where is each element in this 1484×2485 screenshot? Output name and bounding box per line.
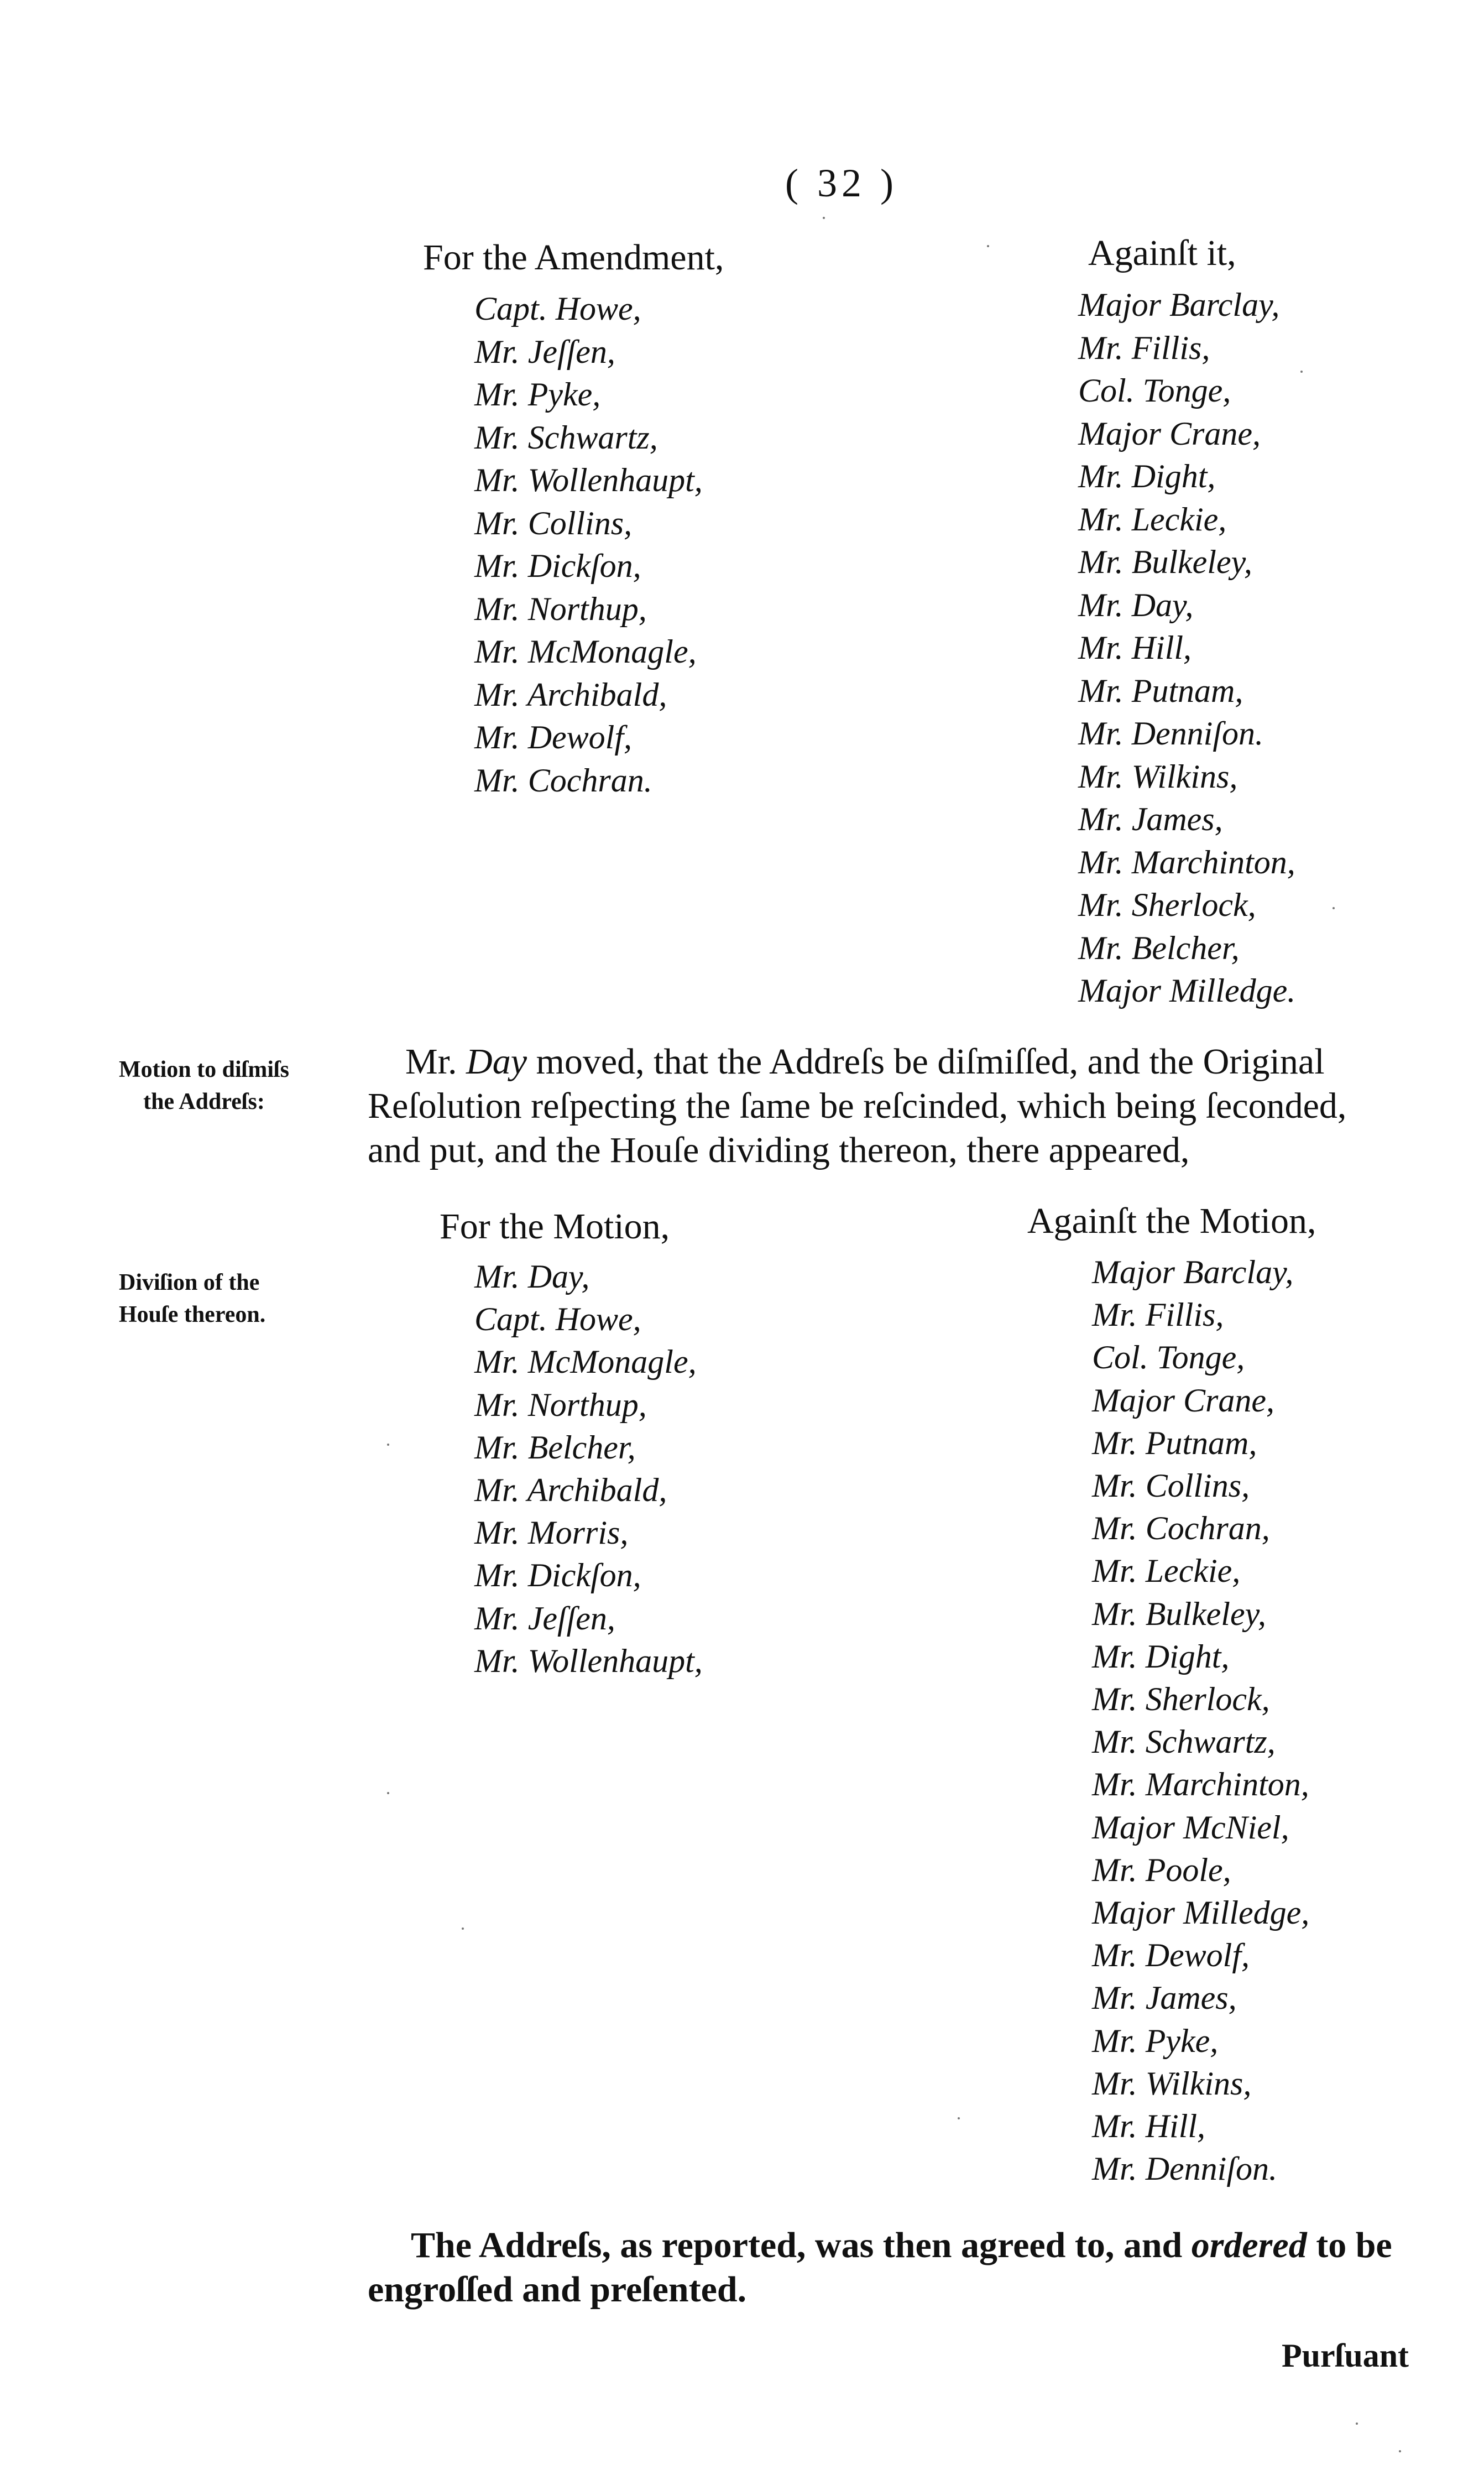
- member-entry: [1092, 1934, 1309, 1977]
- motion-text: moved, that the Addreſs be diſmiſſed, and the Original: [527, 1041, 1325, 1082]
- member-entry: [1078, 670, 1295, 713]
- member-name: Wollenhaupt,: [527, 462, 703, 498]
- member-title: Mr.: [1092, 1681, 1146, 1718]
- member-entry: [1092, 1763, 1309, 1806]
- member-name: Bulkeley,: [1145, 1595, 1266, 1632]
- member-title: Major: [1078, 415, 1169, 452]
- member-name: Hill,: [1131, 629, 1192, 666]
- member-entry: [1078, 369, 1295, 413]
- member-entry: [474, 1341, 703, 1383]
- member-name: Sherlock,: [1145, 1681, 1270, 1718]
- member-title: Mr.: [474, 719, 528, 756]
- member-name: James,: [1145, 1979, 1237, 2017]
- member-entry: [1092, 1294, 1309, 1336]
- member-entry: [1092, 1678, 1309, 1721]
- member-entry: [474, 502, 703, 545]
- member-name: Denniſon.: [1131, 715, 1263, 752]
- member-title: Major: [1092, 1382, 1183, 1419]
- member-entry: [474, 1426, 703, 1469]
- member-title: Mr.: [1078, 629, 1132, 666]
- member-name: James,: [1131, 801, 1223, 837]
- member-name: Dight,: [1131, 458, 1216, 494]
- member-entry: [1092, 1892, 1309, 1934]
- member-title: Mr.: [1092, 1937, 1146, 1974]
- member-title: Mr.: [474, 376, 528, 413]
- mover-name: Day: [466, 1041, 527, 1082]
- member-name: Howe,: [555, 290, 641, 327]
- member-name: Northup,: [527, 590, 647, 627]
- member-title: Mr.: [474, 1557, 528, 1594]
- member-title: Mr.: [474, 462, 528, 498]
- member-title: Mr.: [474, 333, 528, 370]
- member-title: Mr.: [474, 419, 528, 456]
- member-entry: [474, 759, 703, 803]
- against-motion-list: [1092, 1251, 1309, 2190]
- final-text: to be: [1307, 2225, 1392, 2265]
- member-name: Dewolf,: [1145, 1937, 1250, 1974]
- member-entry: [1078, 927, 1295, 970]
- member-name: Dickſon,: [527, 1557, 641, 1594]
- member-entry: [474, 1554, 703, 1597]
- member-title: Mr.: [1078, 758, 1132, 795]
- member-title: Mr.: [1092, 1553, 1146, 1590]
- member-entry: [474, 716, 703, 759]
- member-entry: [1078, 970, 1295, 1013]
- member-title: Mr.: [474, 590, 528, 627]
- member-entry: [1078, 413, 1295, 456]
- member-title: Mr.: [1078, 544, 1132, 580]
- member-name: Jeſſen,: [527, 333, 615, 370]
- member-title: Mr.: [1092, 1424, 1146, 1461]
- member-entry: [1092, 2105, 1309, 2148]
- member-entry: [1092, 1721, 1309, 1763]
- member-entry: [1092, 1251, 1309, 1294]
- member-name: Archibald,: [527, 676, 667, 713]
- member-entry: [474, 1298, 703, 1341]
- member-title: Mr.: [474, 1429, 528, 1466]
- member-title: Mr.: [1092, 1595, 1146, 1632]
- motion-line-2: Reſolution reſpecting the ſame be reſcinded, which being ſeconded,: [368, 1086, 1347, 1126]
- member-title: Capt.: [474, 1301, 556, 1338]
- member-name: Fillis,: [1145, 1296, 1224, 1333]
- member-name: Wollenhaupt,: [527, 1642, 703, 1679]
- member-name: Poole,: [1145, 1851, 1231, 1888]
- member-name: Dight,: [1145, 1638, 1230, 1675]
- member-title: Mr.: [1078, 329, 1132, 366]
- member-title: Capt.: [474, 290, 556, 327]
- motion-line-1: [368, 1040, 1346, 1084]
- member-entry: [474, 459, 703, 502]
- margin-note-division: [119, 1267, 265, 1331]
- member-entry: [474, 588, 703, 631]
- member-name: Archibald,: [527, 1472, 667, 1509]
- member-entry: [474, 1597, 703, 1640]
- member-name: Wilkins,: [1131, 758, 1238, 795]
- member-name: Dewolf,: [527, 719, 633, 756]
- member-name: Sherlock,: [1131, 887, 1256, 923]
- member-title: Mr.: [474, 1258, 528, 1295]
- against-amendment-list: [1078, 284, 1295, 1013]
- member-name: Barclay,: [1183, 1254, 1294, 1290]
- member-name: Day,: [1131, 586, 1194, 623]
- member-entry: [1078, 455, 1295, 498]
- member-name: Barclay,: [1169, 286, 1280, 323]
- member-name: Denniſon.: [1145, 2150, 1277, 2187]
- member-entry: [1078, 798, 1295, 841]
- member-title: Mr.: [1092, 2108, 1146, 2145]
- member-entry: [1092, 1507, 1309, 1550]
- member-entry: [1092, 1336, 1309, 1379]
- final-paragraph: [368, 2223, 1392, 2312]
- member-name: Belcher,: [1131, 929, 1240, 966]
- member-entry: [474, 1384, 703, 1426]
- member-entry: [1078, 498, 1295, 541]
- member-entry: [1092, 1422, 1309, 1465]
- member-name: Crane,: [1169, 415, 1261, 452]
- member-title: Mr.: [1078, 586, 1132, 623]
- member-entry: [1078, 712, 1295, 756]
- member-entry: [474, 331, 703, 374]
- member-entry: [474, 1640, 703, 1682]
- member-title: Mr.: [1092, 1723, 1146, 1760]
- margin-note-motion: [119, 1054, 289, 1118]
- member-title: Mr.: [1092, 2065, 1146, 2102]
- member-title: Mr.: [474, 1642, 528, 1679]
- member-name: Tonge,: [1156, 1339, 1245, 1376]
- member-name: Pyke,: [527, 376, 601, 413]
- member-title: Mr.: [1092, 1766, 1146, 1803]
- member-entry: [474, 288, 703, 331]
- member-name: Morris,: [527, 1514, 629, 1551]
- final-italic: ordered: [1191, 2225, 1307, 2265]
- motion-paragraph: [368, 1040, 1346, 1173]
- member-title: Mr.: [474, 1343, 528, 1380]
- member-title: Major: [1078, 286, 1169, 323]
- member-title: Mr.: [1092, 1467, 1146, 1504]
- member-title: Mr.: [474, 1472, 527, 1509]
- final-text: The Addreſs, as reported, was then agreed to, and: [411, 2225, 1192, 2265]
- against-motion-heading: Againſt the Motion,: [1027, 1201, 1316, 1241]
- catchword: Purſuant: [1282, 2337, 1409, 2374]
- member-name: Collins,: [1145, 1467, 1250, 1504]
- member-title: Mr.: [474, 1386, 528, 1423]
- member-name: Wilkins,: [1145, 2065, 1252, 2102]
- member-name: McMonagle,: [527, 1343, 697, 1380]
- member-title: Mr.: [474, 1600, 528, 1637]
- member-name: Bulkeley,: [1131, 544, 1252, 580]
- member-title: Mr.: [1092, 1979, 1146, 2017]
- member-entry: [474, 1469, 703, 1512]
- member-name: Schwartz,: [1145, 1723, 1276, 1760]
- member-entry: [1092, 1635, 1309, 1678]
- member-name: Schwartz,: [527, 419, 658, 456]
- member-title: Col.: [1078, 372, 1143, 409]
- member-title: Mr.: [474, 504, 528, 541]
- member-title: Major: [1078, 972, 1169, 1009]
- member-entry: [1078, 884, 1295, 927]
- member-entry: [1078, 756, 1295, 799]
- member-entry: [1078, 327, 1295, 370]
- member-name: Putnam,: [1145, 1424, 1257, 1461]
- member-entry: [1078, 284, 1295, 327]
- final-line-1: [368, 2223, 1392, 2268]
- member-title: Mr.: [1078, 501, 1132, 538]
- member-name: Dickſon,: [527, 548, 641, 584]
- member-entry: [1092, 1593, 1309, 1635]
- for-motion-list: [474, 1255, 703, 1682]
- member-title: Mr.: [474, 1514, 528, 1551]
- member-entry: [1092, 1550, 1309, 1592]
- member-name: Leckie,: [1131, 501, 1227, 538]
- against-amendment-heading: Againſt it,: [1088, 233, 1236, 273]
- motion-line-3: and put, and the Houſe dividing thereon, there appeared,: [368, 1130, 1190, 1170]
- member-title: Mr.: [1078, 843, 1132, 881]
- member-name: McMonagle,: [527, 633, 697, 670]
- member-name: Day,: [527, 1258, 590, 1295]
- member-entry: [1092, 1379, 1309, 1422]
- member-title: Mr.: [1092, 2022, 1146, 2059]
- member-entry: [1092, 1849, 1309, 1892]
- margin-note-line: Houſe thereon.: [119, 1302, 266, 1327]
- member-name: Cochran.: [527, 762, 652, 799]
- member-title: Major: [1092, 1254, 1183, 1290]
- member-title: Mr.: [1078, 929, 1132, 966]
- member-title: Mr.: [1092, 1510, 1146, 1547]
- member-name: Northup,: [527, 1386, 647, 1423]
- member-name: Tonge,: [1142, 372, 1231, 409]
- member-title: Mr.: [1078, 458, 1132, 494]
- member-entry: [1092, 2020, 1309, 2062]
- margin-note-line: Diviſion of the: [119, 1270, 260, 1295]
- member-name: Marchinton,: [1145, 1766, 1309, 1803]
- member-entry: [1092, 1465, 1309, 1507]
- member-name: Jeſſen,: [527, 1600, 615, 1637]
- member-title: Mr.: [474, 548, 528, 584]
- member-name: Milledge.: [1169, 972, 1296, 1009]
- member-title: Mr.: [1092, 1296, 1146, 1333]
- member-name: Crane,: [1183, 1382, 1274, 1419]
- member-entry: [474, 674, 703, 717]
- page-number: ( 32 ): [785, 161, 898, 205]
- member-entry: [474, 416, 703, 460]
- member-entry: [474, 1255, 703, 1298]
- member-name: Collins,: [527, 504, 633, 541]
- member-name: Fillis,: [1131, 329, 1210, 366]
- member-entry: [1092, 1806, 1309, 1849]
- member-entry: [474, 545, 703, 588]
- member-title: Mr.: [1092, 1851, 1146, 1888]
- member-entry: [1078, 627, 1295, 670]
- member-name: Milledge,: [1183, 1894, 1310, 1931]
- member-name: Howe,: [555, 1301, 641, 1338]
- member-title: Mr.: [1092, 1638, 1146, 1675]
- member-title: Major: [1092, 1809, 1183, 1846]
- member-title: Mr.: [474, 676, 527, 713]
- member-title: Mr.: [1078, 672, 1132, 709]
- member-entry: [1078, 841, 1295, 884]
- margin-note-line: Motion to diſmiſs: [119, 1057, 290, 1082]
- member-entry: [1078, 541, 1295, 584]
- member-entry: [474, 1512, 703, 1554]
- for-amendment-heading: For the Amendment,: [423, 237, 724, 278]
- member-title: Mr.: [1078, 887, 1132, 923]
- member-name: Putnam,: [1131, 672, 1243, 709]
- member-title: Mr.: [474, 762, 528, 799]
- final-line-2: engroſſed and preſented.: [368, 2269, 747, 2310]
- member-title: Mr.: [1078, 801, 1132, 837]
- member-title: Mr.: [474, 633, 528, 670]
- member-title: Mr.: [1078, 715, 1132, 752]
- member-entry: [1092, 2062, 1309, 2105]
- member-entry: [474, 631, 703, 674]
- for-motion-heading: For the Motion,: [440, 1206, 670, 1247]
- member-entry: [1092, 2148, 1309, 2190]
- member-name: Belcher,: [527, 1429, 636, 1466]
- member-title: Major: [1092, 1894, 1183, 1931]
- member-entry: [1078, 584, 1295, 627]
- motion-text: Mr.: [405, 1041, 467, 1082]
- member-name: Marchinton,: [1131, 843, 1295, 881]
- for-amendment-list: [474, 288, 703, 802]
- member-entry: [474, 373, 703, 416]
- member-name: Cochran,: [1145, 1510, 1270, 1547]
- member-name: McNiel,: [1183, 1809, 1289, 1846]
- member-entry: [1092, 1977, 1309, 2019]
- member-name: Hill,: [1145, 2108, 1206, 2145]
- member-name: Leckie,: [1145, 1553, 1241, 1590]
- member-title: Col.: [1092, 1339, 1157, 1376]
- margin-note-line: the Addreſs:: [143, 1089, 265, 1114]
- member-title: Mr.: [1092, 2150, 1146, 2187]
- member-name: Pyke,: [1145, 2022, 1219, 2059]
